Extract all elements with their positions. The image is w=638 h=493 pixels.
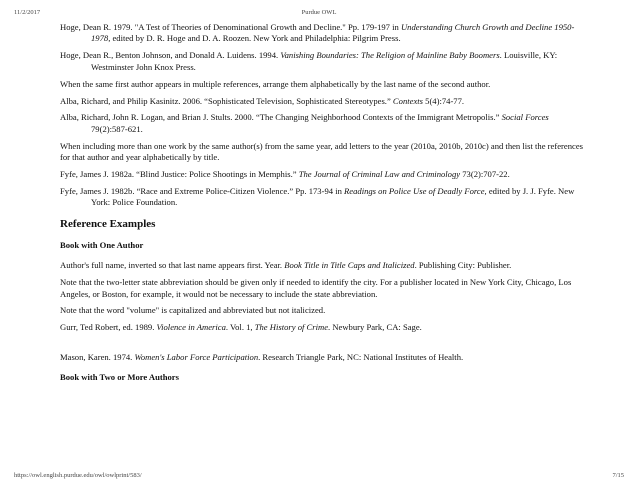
site-name: Purdue OWL xyxy=(301,9,337,16)
work-title: Social Forces xyxy=(501,112,549,123)
document-body xyxy=(60,22,585,392)
reference-entry: Alba, Richard, John R. Logan, and Brian J. Stults. 2000. “The Changing Neighborhood Contexts of the Immigrant Metropolis.” Social Forces 79(2):587-621. xyxy=(60,112,549,134)
work-title: Readings on Police Use of Deadly Force xyxy=(344,185,485,196)
work-title: Women's Labor Force Participation xyxy=(134,352,259,363)
page-url: https://owl.english.purdue.edu/owl/owlprint/583/ xyxy=(14,472,142,479)
example-gurr: Gurr, Ted Robert, ed. 1989. Violence in America. Vol. 1, The History of Crime. Newbury Park, CA: Sage. xyxy=(60,322,422,333)
note-volume: Note that the word "volume" is capitalized and abbreviated but not italicized. xyxy=(60,305,326,316)
work-title: Vanishing Boundaries: The Religion of Mainline Baby Boomers xyxy=(280,50,500,61)
subheading-two-authors: Book with Two or More Authors xyxy=(60,371,179,382)
page-footer xyxy=(14,472,624,482)
note-state-abbreviation: Note that the two-letter state abbreviation should be given only if needed to identify the city. For a publisher located in New York City, Chicago, Los Angeles, or Boston, for example, it would not be necessary to include the state abbreviation. xyxy=(60,277,572,299)
reference-entry: Hoge, Dean R., Benton Johnson, and Donald A. Luidens. 1994. Vanishing Boundaries: The Religion of Mainline Baby Boomers. Louisville, KY: Westminster John Knox Press. xyxy=(60,50,558,72)
page-header xyxy=(14,9,624,19)
section-heading: Reference Examples xyxy=(60,217,156,230)
note-same-year: When including more than one work by the same author(s) from the same year, add letters to the year (2010a, 2010b, 2010c) and then list the references for that author and year alphabetically by title. xyxy=(60,140,583,163)
reference-entry: Fyfe, James J. 1982a. “Blind Justice: Police Shootings in Memphis.” The Journal of Criminal Law and Criminology 73(2):707-22. xyxy=(60,169,510,180)
subheading-one-author: Book with One Author xyxy=(60,239,144,250)
print-date: 11/2/2017 xyxy=(14,9,41,16)
example-mason: Mason, Karen. 1974. Women's Labor Force Participation. Research Triangle Park, NC: National Institutes of Health. xyxy=(60,352,464,363)
format-title: Book Title in Title Caps and Italicized xyxy=(284,260,415,271)
reference-entry: Hoge, Dean R. 1979. "A Test of Theories of Denominational Growth and Decline." Pp. 179-197 in Understanding Church Growth and Decline 1950-1978, edited by D. R. Hoge and D. A. Roozen. New York and Philadelphia: Pilgrim Press. xyxy=(60,22,575,44)
reference-entry: Fyfe, James J. 1982b. “Race and Extreme Police-Citizen Violence.” Pp. 173-94 in Readings on Police Use of Deadly Force, edited by J. J. Fyfe. New York: Police Foundation. xyxy=(60,185,575,208)
spacer xyxy=(60,339,585,352)
work-title: Contexts xyxy=(392,95,423,106)
work-title: The History of Crime xyxy=(254,322,329,333)
page-number: 7/15 xyxy=(612,472,624,479)
work-title: Violence in America xyxy=(156,322,226,333)
work-title: The Journal of Criminal Law and Criminology xyxy=(298,169,461,180)
work-title: Understanding Church Growth and Decline 1950-1978 xyxy=(91,22,575,44)
format-template: Author's full name, inverted so that last name appears first. Year. Book Title in Title Caps and Italicized. Publishing City: Publisher. xyxy=(60,260,512,271)
note-same-first-author: When the same first author appears in multiple references, arrange them alphabetically by the last name of the second author. xyxy=(60,78,491,89)
reference-entry: Alba, Richard, and Philip Kasinitz. 2006. “Sophisticated Television, Sophisticated Stereotypes.” Contexts 5(4):74-77. xyxy=(60,95,465,106)
